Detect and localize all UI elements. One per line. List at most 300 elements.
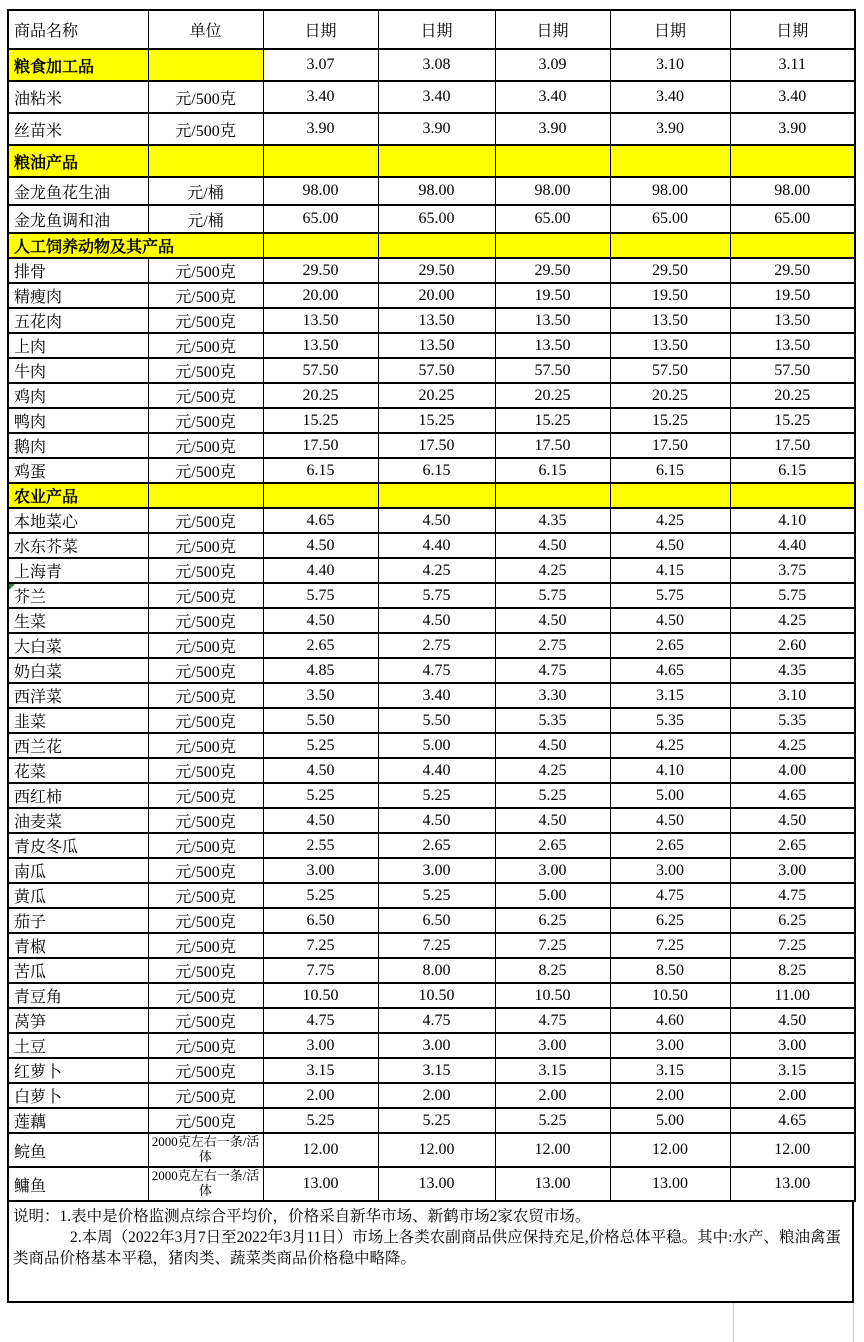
price-cell[interactable]: 3.40 [730, 81, 855, 113]
product-name-cell[interactable]: 上肉 [8, 333, 148, 358]
product-name-cell[interactable]: 红萝卜 [8, 1058, 148, 1083]
price-cell[interactable] [730, 483, 855, 508]
price-cell[interactable]: 8.50 [610, 958, 730, 983]
unit-cell[interactable]: 元/桶 [148, 205, 263, 233]
price-cell[interactable]: 98.00 [378, 177, 495, 205]
product-name-cell[interactable]: 鹅肉 [8, 433, 148, 458]
price-cell[interactable]: 4.50 [730, 1008, 855, 1033]
unit-cell[interactable]: 元/500克 [148, 558, 263, 583]
price-cell[interactable]: 4.50 [610, 808, 730, 833]
date-cell[interactable]: 3.10 [610, 49, 730, 81]
price-cell[interactable]: 4.25 [730, 733, 855, 758]
date-cell[interactable]: 3.09 [495, 49, 610, 81]
price-cell[interactable]: 4.25 [378, 558, 495, 583]
unit-cell[interactable]: 元/500克 [148, 733, 263, 758]
price-cell[interactable]: 98.00 [263, 177, 378, 205]
price-cell[interactable]: 4.40 [378, 758, 495, 783]
unit-cell[interactable] [148, 145, 263, 177]
price-cell[interactable]: 3.15 [610, 683, 730, 708]
price-cell[interactable]: 4.35 [730, 658, 855, 683]
price-cell[interactable]: 3.00 [495, 858, 610, 883]
price-cell[interactable] [495, 145, 610, 177]
price-cell[interactable]: 3.90 [263, 113, 378, 145]
price-cell[interactable]: 5.25 [378, 1108, 495, 1133]
product-name-cell[interactable]: 莴笋 [8, 1008, 148, 1033]
price-cell[interactable]: 13.00 [730, 1167, 855, 1201]
price-cell[interactable]: 5.75 [610, 583, 730, 608]
unit-cell[interactable]: 元/500克 [148, 633, 263, 658]
price-cell[interactable]: 15.25 [378, 408, 495, 433]
price-cell[interactable]: 4.65 [730, 783, 855, 808]
price-cell[interactable]: 17.50 [378, 433, 495, 458]
price-cell[interactable]: 4.50 [495, 808, 610, 833]
product-name-cell[interactable]: 白萝卜 [8, 1083, 148, 1108]
price-cell[interactable]: 13.50 [610, 308, 730, 333]
unit-cell[interactable]: 元/桶 [148, 177, 263, 205]
price-cell[interactable]: 29.50 [610, 258, 730, 283]
price-cell[interactable]: 3.00 [378, 1033, 495, 1058]
price-cell[interactable]: 5.50 [263, 708, 378, 733]
price-cell[interactable]: 15.25 [610, 408, 730, 433]
price-cell[interactable]: 20.25 [610, 383, 730, 408]
product-name-cell[interactable]: 大白菜 [8, 633, 148, 658]
price-cell[interactable]: 4.50 [495, 533, 610, 558]
price-cell[interactable]: 3.90 [495, 113, 610, 145]
price-cell[interactable]: 15.25 [263, 408, 378, 433]
unit-cell[interactable]: 元/500克 [148, 908, 263, 933]
product-name-cell[interactable]: 青椒 [8, 933, 148, 958]
price-cell[interactable]: 3.40 [378, 683, 495, 708]
price-cell[interactable] [730, 145, 855, 177]
price-cell[interactable]: 13.50 [378, 333, 495, 358]
price-cell[interactable]: 20.25 [495, 383, 610, 408]
product-name-cell[interactable]: 花菜 [8, 758, 148, 783]
price-cell[interactable]: 5.25 [495, 1108, 610, 1133]
price-cell[interactable]: 4.50 [730, 808, 855, 833]
price-cell[interactable]: 4.40 [378, 533, 495, 558]
product-name-cell[interactable]: 牛肉 [8, 358, 148, 383]
product-name-cell[interactable]: 丝苗米 [8, 113, 148, 145]
price-cell[interactable]: 98.00 [610, 177, 730, 205]
price-cell[interactable]: 5.35 [730, 708, 855, 733]
price-cell[interactable]: 4.10 [610, 758, 730, 783]
price-cell[interactable]: 4.50 [610, 533, 730, 558]
price-cell[interactable]: 2.60 [730, 633, 855, 658]
col-header-date[interactable]: 日期 [495, 10, 610, 49]
price-cell[interactable] [610, 145, 730, 177]
price-cell[interactable]: 2.00 [610, 1083, 730, 1108]
product-name-cell[interactable]: 排骨 [8, 258, 148, 283]
unit-cell[interactable]: 元/500克 [148, 1008, 263, 1033]
price-cell[interactable]: 2.00 [730, 1083, 855, 1108]
price-cell[interactable]: 5.25 [263, 1108, 378, 1133]
price-cell[interactable]: 19.50 [610, 283, 730, 308]
unit-cell[interactable]: 元/500克 [148, 458, 263, 483]
price-cell[interactable]: 3.15 [730, 1058, 855, 1083]
price-cell[interactable]: 6.15 [378, 458, 495, 483]
price-cell[interactable]: 4.75 [730, 883, 855, 908]
price-cell[interactable]: 4.50 [495, 733, 610, 758]
price-cell[interactable]: 57.50 [263, 358, 378, 383]
price-cell[interactable]: 4.35 [495, 508, 610, 533]
price-cell[interactable]: 5.25 [495, 783, 610, 808]
price-cell[interactable]: 2.75 [378, 633, 495, 658]
price-cell[interactable]: 6.15 [495, 458, 610, 483]
unit-cell[interactable]: 元/500克 [148, 1108, 263, 1133]
price-cell[interactable]: 13.50 [610, 333, 730, 358]
price-cell[interactable] [610, 483, 730, 508]
unit-cell[interactable] [148, 483, 263, 508]
price-cell[interactable]: 13.50 [730, 308, 855, 333]
product-name-cell[interactable]: 本地菜心 [8, 508, 148, 533]
product-name-cell[interactable]: 金龙鱼花生油 [8, 177, 148, 205]
price-cell[interactable]: 11.00 [730, 983, 855, 1008]
price-cell[interactable]: 3.75 [730, 558, 855, 583]
unit-cell[interactable]: 元/500克 [148, 508, 263, 533]
product-name-cell[interactable]: 精瘦肉 [8, 283, 148, 308]
unit-cell[interactable]: 元/500克 [148, 1058, 263, 1083]
price-cell[interactable]: 4.75 [610, 883, 730, 908]
product-name-cell[interactable]: 鸡肉 [8, 383, 148, 408]
product-name-cell[interactable]: 西兰花 [8, 733, 148, 758]
price-cell[interactable]: 2.00 [263, 1083, 378, 1108]
price-cell[interactable]: 57.50 [495, 358, 610, 383]
price-cell[interactable]: 7.25 [610, 933, 730, 958]
price-cell[interactable]: 6.15 [610, 458, 730, 483]
unit-cell[interactable]: 元/500克 [148, 408, 263, 433]
price-cell[interactable]: 2.00 [495, 1083, 610, 1108]
price-cell[interactable]: 4.15 [610, 558, 730, 583]
product-name-cell[interactable]: 生菜 [8, 608, 148, 633]
price-cell[interactable]: 8.00 [378, 958, 495, 983]
price-cell[interactable]: 2.65 [263, 633, 378, 658]
unit-cell[interactable]: 元/500克 [148, 683, 263, 708]
price-cell[interactable]: 4.10 [730, 508, 855, 533]
unit-cell[interactable]: 元/500克 [148, 933, 263, 958]
product-name-cell[interactable]: 上海青 [8, 558, 148, 583]
date-cell[interactable]: 3.07 [263, 49, 378, 81]
product-name-cell[interactable]: 茄子 [8, 908, 148, 933]
price-cell[interactable]: 3.90 [378, 113, 495, 145]
product-name-cell[interactable]: 人工饲养动物及其产品 [8, 233, 263, 258]
col-header-unit[interactable]: 单位 [148, 10, 263, 49]
product-name-cell[interactable]: 鲩鱼 [8, 1133, 148, 1167]
price-cell[interactable]: 3.15 [495, 1058, 610, 1083]
price-cell[interactable]: 3.10 [730, 683, 855, 708]
unit-cell[interactable]: 元/500克 [148, 858, 263, 883]
unit-cell[interactable]: 元/500克 [148, 658, 263, 683]
price-cell[interactable]: 6.25 [610, 908, 730, 933]
price-cell[interactable]: 5.00 [378, 733, 495, 758]
price-cell[interactable]: 7.75 [263, 958, 378, 983]
price-cell[interactable]: 4.75 [263, 1008, 378, 1033]
price-cell[interactable]: 6.50 [263, 908, 378, 933]
price-cell[interactable]: 20.25 [730, 383, 855, 408]
price-cell[interactable]: 65.00 [495, 205, 610, 233]
price-cell[interactable]: 3.40 [263, 81, 378, 113]
price-cell[interactable]: 3.00 [495, 1033, 610, 1058]
price-cell[interactable]: 4.75 [495, 1008, 610, 1033]
price-cell[interactable]: 4.50 [610, 608, 730, 633]
price-cell[interactable]: 13.00 [378, 1167, 495, 1201]
product-name-cell[interactable]: 韭菜 [8, 708, 148, 733]
unit-cell[interactable]: 元/500克 [148, 81, 263, 113]
price-cell[interactable]: 4.50 [378, 508, 495, 533]
price-cell[interactable]: 17.50 [730, 433, 855, 458]
price-cell[interactable]: 3.15 [263, 1058, 378, 1083]
price-cell[interactable]: 5.50 [378, 708, 495, 733]
price-cell[interactable]: 6.15 [730, 458, 855, 483]
price-cell[interactable]: 19.50 [495, 283, 610, 308]
price-cell[interactable]: 20.00 [378, 283, 495, 308]
product-name-cell[interactable]: 奶白菜 [8, 658, 148, 683]
price-cell[interactable]: 5.25 [378, 783, 495, 808]
price-cell[interactable]: 5.75 [378, 583, 495, 608]
price-cell[interactable]: 5.00 [495, 883, 610, 908]
price-cell[interactable]: 13.00 [263, 1167, 378, 1201]
price-cell[interactable]: 13.50 [495, 333, 610, 358]
price-cell[interactable] [730, 233, 855, 258]
unit-cell[interactable]: 元/500克 [148, 258, 263, 283]
price-cell[interactable]: 15.25 [495, 408, 610, 433]
price-cell[interactable]: 6.50 [378, 908, 495, 933]
price-cell[interactable]: 2.55 [263, 833, 378, 858]
price-cell[interactable]: 4.50 [263, 608, 378, 633]
date-cell[interactable]: 3.08 [378, 49, 495, 81]
price-cell[interactable]: 15.25 [730, 408, 855, 433]
date-cell[interactable]: 3.11 [730, 49, 855, 81]
price-cell[interactable]: 7.25 [378, 933, 495, 958]
price-cell[interactable]: 4.60 [610, 1008, 730, 1033]
price-cell[interactable]: 4.65 [610, 658, 730, 683]
price-cell[interactable]: 5.35 [610, 708, 730, 733]
unit-cell[interactable]: 元/500克 [148, 758, 263, 783]
price-cell[interactable]: 4.25 [495, 558, 610, 583]
col-header-date[interactable]: 日期 [378, 10, 495, 49]
product-name-cell[interactable]: 西洋菜 [8, 683, 148, 708]
price-cell[interactable]: 19.50 [730, 283, 855, 308]
price-cell[interactable]: 8.25 [730, 958, 855, 983]
unit-cell[interactable]: 元/500克 [148, 958, 263, 983]
price-cell[interactable]: 4.75 [378, 658, 495, 683]
price-cell[interactable] [263, 145, 378, 177]
price-cell[interactable]: 12.00 [378, 1133, 495, 1167]
price-cell[interactable]: 12.00 [730, 1133, 855, 1167]
price-cell[interactable]: 57.50 [610, 358, 730, 383]
unit-cell[interactable]: 元/500克 [148, 283, 263, 308]
unit-cell[interactable]: 元/500克 [148, 983, 263, 1008]
price-cell[interactable] [378, 233, 495, 258]
price-cell[interactable]: 4.50 [495, 608, 610, 633]
price-cell[interactable]: 3.90 [610, 113, 730, 145]
price-cell[interactable]: 29.50 [730, 258, 855, 283]
price-cell[interactable]: 4.50 [378, 608, 495, 633]
product-name-cell[interactable] [8, 583, 148, 608]
price-cell[interactable]: 5.75 [263, 583, 378, 608]
unit-cell[interactable]: 元/500克 [148, 113, 263, 145]
price-cell[interactable]: 29.50 [495, 258, 610, 283]
price-cell[interactable] [378, 483, 495, 508]
unit-cell[interactable] [148, 49, 263, 81]
price-cell[interactable]: 65.00 [730, 205, 855, 233]
price-cell[interactable]: 6.15 [263, 458, 378, 483]
unit-cell[interactable]: 2000克左右一条/活体 [148, 1167, 263, 1201]
unit-cell[interactable]: 元/500克 [148, 533, 263, 558]
price-cell[interactable]: 98.00 [730, 177, 855, 205]
price-cell[interactable] [263, 233, 378, 258]
price-cell[interactable]: 3.50 [263, 683, 378, 708]
price-cell[interactable]: 4.25 [730, 608, 855, 633]
price-cell[interactable]: 65.00 [610, 205, 730, 233]
price-cell[interactable]: 5.35 [495, 708, 610, 733]
price-cell[interactable]: 10.50 [263, 983, 378, 1008]
price-cell[interactable] [263, 483, 378, 508]
unit-cell[interactable]: 元/500克 [148, 1083, 263, 1108]
unit-cell[interactable]: 元/500克 [148, 308, 263, 333]
price-cell[interactable]: 3.30 [495, 683, 610, 708]
price-cell[interactable]: 13.50 [263, 308, 378, 333]
price-cell[interactable]: 12.00 [263, 1133, 378, 1167]
price-cell[interactable]: 4.00 [730, 758, 855, 783]
col-header-date[interactable]: 日期 [610, 10, 730, 49]
price-cell[interactable] [495, 233, 610, 258]
product-name-cell[interactable]: 五花肉 [8, 308, 148, 333]
price-cell[interactable]: 20.00 [263, 283, 378, 308]
price-cell[interactable]: 3.00 [730, 1033, 855, 1058]
price-cell[interactable] [610, 233, 730, 258]
price-cell[interactable]: 4.85 [263, 658, 378, 683]
unit-cell[interactable]: 元/500克 [148, 333, 263, 358]
product-name-cell[interactable]: 苦瓜 [8, 958, 148, 983]
price-cell[interactable]: 5.00 [610, 1108, 730, 1133]
product-name-cell[interactable]: 青豆角 [8, 983, 148, 1008]
product-name-cell[interactable]: 黄瓜 [8, 883, 148, 908]
price-cell[interactable]: 4.75 [495, 658, 610, 683]
price-cell[interactable]: 57.50 [378, 358, 495, 383]
product-name-cell[interactable]: 油麦菜 [8, 808, 148, 833]
price-cell[interactable]: 2.65 [378, 833, 495, 858]
price-cell[interactable]: 5.00 [610, 783, 730, 808]
unit-cell[interactable]: 元/500克 [148, 608, 263, 633]
product-name-cell[interactable]: 青皮冬瓜 [8, 833, 148, 858]
price-cell[interactable]: 4.75 [378, 1008, 495, 1033]
price-cell[interactable]: 4.50 [378, 808, 495, 833]
price-cell[interactable]: 10.50 [495, 983, 610, 1008]
price-cell[interactable]: 6.25 [730, 908, 855, 933]
price-cell[interactable]: 3.00 [610, 858, 730, 883]
price-cell[interactable]: 10.50 [378, 983, 495, 1008]
col-header-date[interactable]: 日期 [263, 10, 378, 49]
price-cell[interactable]: 65.00 [263, 205, 378, 233]
price-cell[interactable]: 2.65 [495, 833, 610, 858]
price-cell[interactable]: 3.00 [378, 858, 495, 883]
price-cell[interactable]: 20.25 [378, 383, 495, 408]
price-cell[interactable]: 2.00 [378, 1083, 495, 1108]
product-name-cell[interactable]: 油粘米 [8, 81, 148, 113]
price-cell[interactable]: 5.75 [730, 583, 855, 608]
col-header-date[interactable]: 日期 [730, 10, 855, 49]
price-cell[interactable]: 13.50 [730, 333, 855, 358]
price-cell[interactable]: 17.50 [263, 433, 378, 458]
price-cell[interactable]: 4.50 [263, 758, 378, 783]
price-cell[interactable]: 12.00 [495, 1133, 610, 1167]
price-cell[interactable]: 29.50 [378, 258, 495, 283]
price-cell[interactable]: 6.25 [495, 908, 610, 933]
unit-cell[interactable]: 元/500克 [148, 808, 263, 833]
price-cell[interactable]: 4.65 [263, 508, 378, 533]
price-cell[interactable]: 7.25 [263, 933, 378, 958]
unit-cell[interactable]: 元/500克 [148, 383, 263, 408]
price-cell[interactable]: 2.65 [610, 633, 730, 658]
price-cell[interactable]: 8.25 [495, 958, 610, 983]
unit-cell[interactable]: 元/500克 [148, 833, 263, 858]
unit-cell[interactable]: 元/500克 [148, 708, 263, 733]
unit-cell[interactable]: 元/500克 [148, 583, 263, 608]
product-name-cell[interactable]: 土豆 [8, 1033, 148, 1058]
product-name-cell[interactable]: 农业产品 [8, 483, 148, 508]
col-header-product[interactable]: 商品名称 [8, 10, 148, 49]
unit-cell[interactable]: 元/500克 [148, 883, 263, 908]
price-cell[interactable]: 12.00 [610, 1133, 730, 1167]
price-cell[interactable]: 13.00 [610, 1167, 730, 1201]
price-cell[interactable] [378, 145, 495, 177]
price-cell[interactable]: 4.25 [610, 733, 730, 758]
price-cell[interactable]: 5.25 [378, 883, 495, 908]
price-cell[interactable]: 57.50 [730, 358, 855, 383]
price-cell[interactable]: 3.00 [263, 858, 378, 883]
unit-cell[interactable]: 元/500克 [148, 433, 263, 458]
unit-cell[interactable]: 元/500克 [148, 1033, 263, 1058]
price-cell[interactable]: 98.00 [495, 177, 610, 205]
price-cell[interactable]: 17.50 [495, 433, 610, 458]
product-name-cell[interactable]: 粮油产品 [8, 145, 148, 177]
price-cell[interactable]: 3.00 [730, 858, 855, 883]
product-name-cell[interactable]: 水东芥菜 [8, 533, 148, 558]
price-cell[interactable]: 4.40 [730, 533, 855, 558]
price-cell[interactable]: 4.25 [495, 758, 610, 783]
price-cell[interactable]: 13.00 [495, 1167, 610, 1201]
price-cell[interactable]: 4.50 [263, 808, 378, 833]
price-cell[interactable]: 3.15 [378, 1058, 495, 1083]
product-name-cell[interactable]: 粮食加工品 [8, 49, 148, 81]
price-cell[interactable]: 4.25 [610, 508, 730, 533]
price-cell[interactable]: 2.65 [610, 833, 730, 858]
product-name-cell[interactable]: 南瓜 [8, 858, 148, 883]
price-cell[interactable]: 7.25 [730, 933, 855, 958]
product-name-cell[interactable]: 鸭肉 [8, 408, 148, 433]
price-cell[interactable]: 3.40 [378, 81, 495, 113]
unit-cell[interactable]: 元/500克 [148, 358, 263, 383]
price-cell[interactable]: 4.40 [263, 558, 378, 583]
price-cell[interactable]: 3.15 [610, 1058, 730, 1083]
price-cell[interactable]: 3.00 [610, 1033, 730, 1058]
price-cell[interactable]: 3.00 [263, 1033, 378, 1058]
price-cell[interactable]: 3.40 [610, 81, 730, 113]
price-cell[interactable]: 7.25 [495, 933, 610, 958]
price-cell[interactable]: 10.50 [610, 983, 730, 1008]
price-cell[interactable]: 5.25 [263, 783, 378, 808]
price-cell[interactable]: 2.75 [495, 633, 610, 658]
price-cell[interactable]: 5.75 [495, 583, 610, 608]
price-cell[interactable]: 29.50 [263, 258, 378, 283]
price-cell[interactable] [495, 483, 610, 508]
price-cell[interactable]: 17.50 [610, 433, 730, 458]
price-cell[interactable]: 3.40 [495, 81, 610, 113]
product-name-cell[interactable]: 鸡蛋 [8, 458, 148, 483]
product-name-cell[interactable]: 西红柿 [8, 783, 148, 808]
unit-cell[interactable]: 元/500克 [148, 783, 263, 808]
price-cell[interactable]: 4.65 [730, 1108, 855, 1133]
